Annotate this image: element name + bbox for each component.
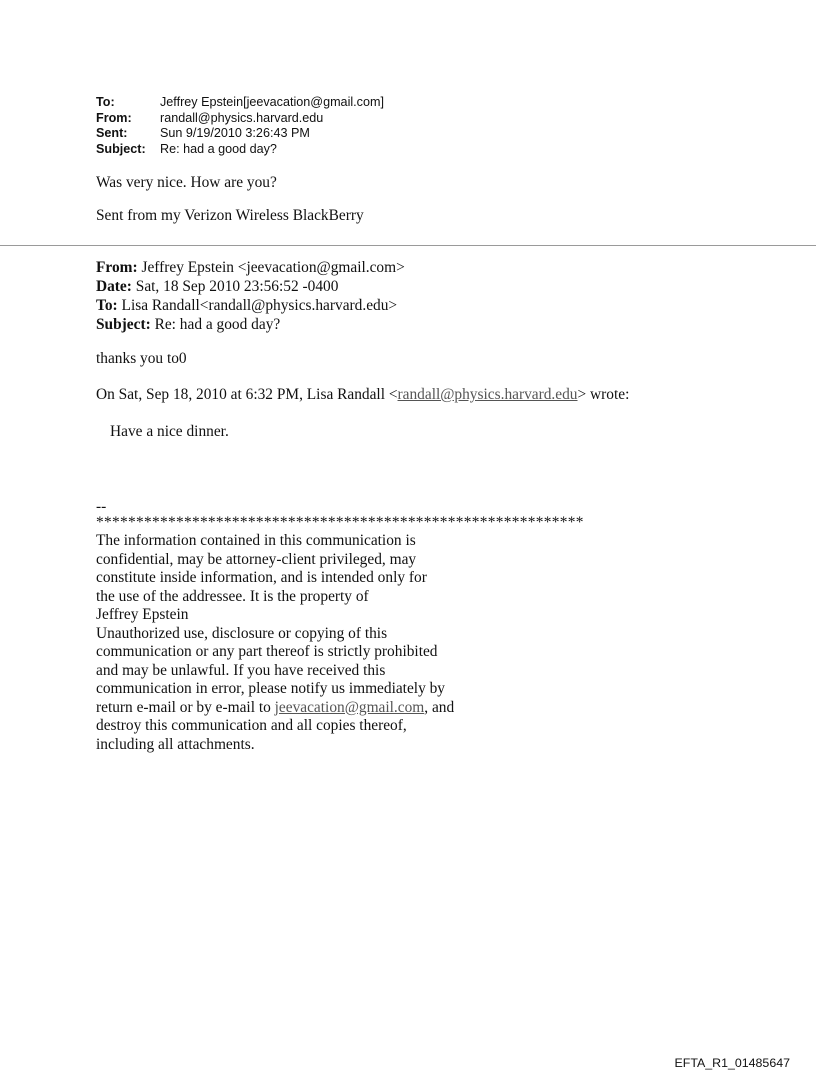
fwd-date-value: Sat, 18 Sep 2010 23:56:52 -0400: [135, 278, 339, 295]
disclaimer-line: the use of the addressee. It is the property of: [96, 587, 369, 605]
from-label: From:: [96, 110, 132, 125]
disclaimer-line: destroy this communication and all copies thereof,: [96, 717, 407, 734]
disclaimer-line: communication in error, please notify us immediately by: [96, 680, 446, 697]
fwd-to-row: [96, 296, 405, 315]
quote-attribution: [96, 386, 629, 404]
header-subject-row: [96, 142, 384, 158]
return-prefix: return e-mail or by e-mail to: [96, 698, 275, 716]
return-suffix: , and: [424, 698, 455, 716]
sent-value: Sun 9/19/2010 3:26:43 PM: [160, 126, 310, 140]
disclaimer-line: including all attachments.: [96, 735, 255, 753]
email-header: [96, 95, 384, 157]
quote-suffix: > wrote:: [577, 386, 630, 403]
disclaimer-line: confidential, may be attorney-client privileged, may: [96, 550, 417, 568]
subject-value: Re: had a good day?: [160, 141, 277, 156]
fwd-from-label: From:: [96, 259, 138, 276]
fwd-subject-label: Subject:: [96, 316, 151, 333]
forwarded-header: [96, 258, 405, 334]
disclaimer-block: [96, 532, 454, 754]
header-from-row: [96, 111, 384, 127]
reply-body: Was very nice. How are you?: [96, 174, 277, 191]
quoted-text: Have a nice dinner.: [110, 423, 229, 440]
subject-label: Subject:: [96, 141, 146, 156]
fwd-from-value: Jeffrey Epstein <jeevacation@gmail.com>: [141, 259, 405, 276]
signature-dashes: --: [96, 498, 107, 515]
signature-stars: *************************************************************: [96, 514, 584, 531]
document-id: EFTA_R1_01485647: [674, 1056, 790, 1070]
reply-signature: Sent from my Verizon Wireless BlackBerry: [96, 207, 364, 224]
sent-label: Sent:: [96, 126, 128, 140]
disclaimer-line: Unauthorized use, disclosure or copying of this: [96, 624, 388, 642]
disclaimer-line: communication or any part thereof is strictly prohibited: [96, 643, 438, 660]
quote-prefix: On Sat, Sep 18, 2010 at 6:32 PM, Lisa Randall <: [96, 386, 398, 403]
fwd-body: thanks you to0: [96, 350, 187, 367]
disclaimer-line: constitute inside information, and is intended only for: [96, 569, 427, 586]
fwd-subject-row: [96, 315, 405, 334]
to-value: Jeffrey Epstein[jeevacation@gmail.com]: [160, 95, 384, 109]
header-sent-row: [96, 126, 384, 142]
fwd-date-label: Date:: [96, 278, 132, 295]
disclaimer-return-line: [96, 699, 454, 718]
from-value: randall@physics.harvard.edu: [160, 110, 324, 125]
disclaimer-line: and may be unlawful. If you have received this: [96, 661, 386, 679]
quote-email-link[interactable]: randall@physics.harvard.edu: [397, 386, 578, 403]
disclaimer-line: Jeffrey Epstein: [96, 606, 189, 623]
fwd-subject-value: Re: had a good day?: [154, 316, 281, 333]
fwd-to-label: To:: [96, 297, 118, 314]
header-to-row: [96, 95, 384, 111]
fwd-date-row: [96, 277, 405, 296]
fwd-to-value: Lisa Randall<randall@physics.harvard.edu>: [121, 297, 398, 314]
return-email-link[interactable]: jeevacation@gmail.com: [274, 698, 425, 716]
to-label: To:: [96, 95, 115, 109]
separator-line: [0, 245, 816, 246]
disclaimer-line: The information contained in this communication is: [96, 532, 416, 549]
fwd-from-row: [96, 258, 405, 277]
